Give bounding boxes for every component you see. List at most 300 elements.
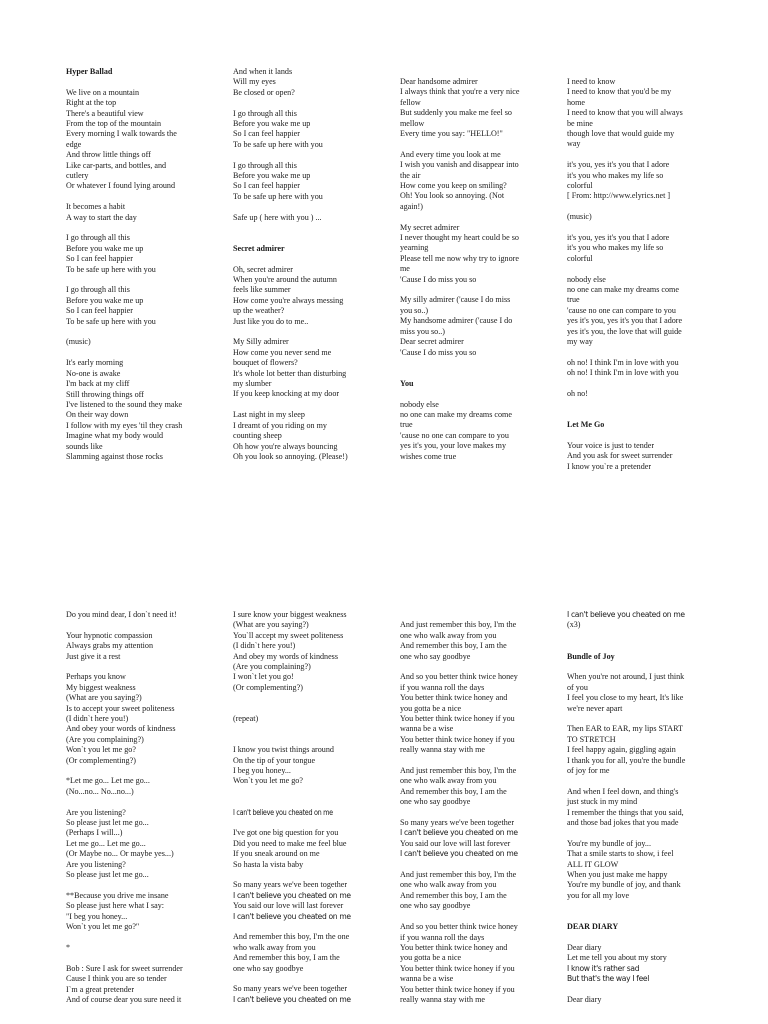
lyric-line: Perhaps you know [66, 672, 126, 682]
lyric-line: though love that would guide my [567, 129, 675, 139]
blank-line [66, 348, 206, 358]
lyric-line: Be closed or open? [233, 87, 295, 97]
lyric-line: counting sheep [233, 431, 282, 441]
lyric-line: it's you who makes my life so [567, 243, 664, 253]
lyric-line: (Are you complaining?) [233, 662, 311, 672]
lyric-line: Won`t you let me go? [233, 776, 303, 786]
lyric-line: I thank you for all, you're the bundle [567, 755, 686, 765]
lyric-line: Please tell me now why try to ignore [400, 253, 519, 263]
blank-line [567, 202, 707, 212]
lyric-line: wishes come true [400, 451, 457, 461]
lyric-line: My secret admirer [400, 222, 460, 232]
lyric-line: To be safe up here with you [233, 139, 323, 149]
blank-line [400, 610, 540, 620]
lyric-line: wanna be a wise [400, 724, 454, 734]
blank-line [66, 953, 206, 963]
lyric-line: feels like summer [233, 285, 291, 295]
blank-line [233, 223, 373, 233]
blank-line [233, 922, 373, 932]
blank-line [567, 662, 707, 672]
song-title: I can't believe you cheated on me [233, 807, 333, 817]
lyric-line: When you're not around, I just think [567, 672, 685, 682]
blank-line [233, 150, 373, 160]
lyric-line: My biggest weakness [66, 682, 136, 692]
lyric-line: And throw little things off [66, 150, 151, 160]
lyric-line: 'Cause I do miss you so [400, 274, 477, 284]
lyric-line: I can't believe you cheated on me [400, 849, 518, 859]
lyric-line: How come you're always messing [233, 295, 344, 305]
lyric-line: It's early morning [66, 358, 124, 368]
lyric-line: And you ask for sweet surrender [567, 451, 673, 461]
lyric-line: Slamming against those rocks [66, 451, 163, 461]
lyric-line: And obey my words of kindness [233, 651, 338, 661]
lyric-line: And so you better think twice honey [400, 922, 518, 932]
blank-line [233, 974, 373, 984]
lyric-line: You`ll accept my sweet politeness [233, 630, 344, 640]
lyric-line: 'cause no one can compare to you [567, 305, 676, 315]
bottom-column-2 [233, 610, 373, 1005]
lyric-line: You better think twice honey and [400, 693, 508, 703]
lyric-line: On the tip of your tongue [233, 755, 316, 765]
lyric-line: (Or Maybe no... Or maybe yes...) [66, 849, 174, 859]
lyric-line: I've got one big question for you [233, 828, 339, 838]
lyric-line: How come you never send me [233, 347, 332, 357]
lyric-line: My handsome admirer ('cause I do [400, 316, 513, 326]
blank-line [66, 77, 206, 87]
lyric-line: That a smile starts to show, i feel [567, 849, 674, 859]
lyric-line: From the top of the mountain [66, 119, 162, 129]
lyric-line: colorful [567, 181, 593, 191]
lyric-line: of joy for me [567, 766, 610, 776]
lyric-line: ALL IT GLOW [567, 859, 619, 869]
lyric-line: [ From: http://www.elyrics.net ] [567, 191, 671, 201]
lyric-line: So I can feel happier [66, 306, 133, 316]
lyric-line: I follow with my eyes 'til they crash [66, 420, 183, 430]
lyric-line: So many years we've been together [233, 984, 348, 994]
lyric-line: (Or complementing?) [66, 755, 136, 765]
blank-line [400, 860, 540, 870]
lyric-line: home [567, 97, 585, 107]
lyric-line: My silly admirer ('cause I do miss [400, 295, 511, 305]
lyric-line: So I can feel happier [233, 129, 300, 139]
lyric-line: * [66, 942, 71, 952]
lyric-line: I can't believe you cheated on me [233, 890, 351, 900]
lyric-line: No-one is awake [66, 368, 121, 378]
lyric-line: You better think twice honey if you [400, 963, 515, 973]
lyric-line: no one can make my dreams come [400, 409, 512, 419]
lyric-line: I wish you vanish and disappear into [400, 160, 519, 170]
lyric-line: Always grabs my attention [66, 641, 153, 651]
lyric-line: oh no! [567, 389, 588, 399]
blank-line [567, 932, 707, 942]
lyric-line: Or whatever I found lying around [66, 181, 176, 191]
lyric-line: I go through all this [233, 160, 297, 170]
lyric-line: And when it lands [233, 67, 293, 76]
lyric-line: Won`t you let me go?" [66, 922, 140, 932]
lyric-line: I've listened to the sound they make [66, 399, 183, 409]
lyric-line: And obey your words of kindness [66, 724, 176, 734]
lyric-line: Before you wake me up [66, 295, 144, 305]
lyric-line: And of course dear you sure need it [66, 994, 182, 1004]
lyric-line: I remember the things that you said, [567, 807, 684, 817]
lyric-line: I`m a great pretender [66, 984, 135, 994]
lyric-line: You're my bundle of joy, and thank [567, 880, 681, 890]
blank-line [567, 631, 707, 641]
lyric-line: I can't believe you cheated on me [400, 828, 518, 838]
lyric-line: (music) [567, 212, 592, 222]
lyric-line: miss you so..) [400, 326, 445, 336]
lyric-line: Let me go... Let me go... [66, 838, 146, 848]
top-column-3 [400, 77, 540, 462]
lyric-line: But suddenly you make me feel so [400, 108, 512, 118]
blank-line [567, 400, 707, 410]
lyric-line: and those bad jokes that you made [567, 818, 679, 828]
blank-line [567, 150, 707, 160]
blank-line [66, 192, 206, 202]
lyric-line: If you keep knocking at my door [233, 389, 340, 399]
song-title: Secret admirer [233, 243, 285, 253]
lyric-line: Before you wake me up [66, 243, 144, 253]
blank-line [567, 223, 707, 233]
lyric-line: Cause I think you are so tender [66, 974, 167, 984]
lyric-line: Still throwing things off [66, 389, 144, 399]
lyric-line: And remember this boy, I am the [400, 641, 507, 651]
lyric-line: again!) [400, 201, 423, 211]
blank-line [567, 901, 707, 911]
lyric-line: no one can make my dreams come [567, 285, 679, 295]
lyric-line: really wanna stay with me [400, 994, 485, 1004]
lyric-line: (No...no... No...no...) [66, 786, 134, 796]
top-column-4 [567, 77, 707, 472]
lyric-line: Oh! You look so annoying. (Not [400, 191, 505, 201]
lyric-line: bouquet of flowers? [233, 358, 298, 368]
lyric-line: Did you need to make me feel blue [233, 838, 347, 848]
blank-line [567, 912, 707, 922]
bottom-column-1 [66, 610, 206, 1005]
lyric-line: Dear diary [567, 994, 602, 1004]
lyric-line: me [400, 264, 410, 274]
lyric-line: Are you listening? [66, 859, 126, 869]
top-column-1 [66, 67, 206, 462]
song-title: Let Me Go [567, 420, 605, 430]
lyric-line: you gotta be a nice [400, 703, 462, 713]
lyric-line: Safe up ( here with you ) ... [233, 212, 322, 222]
lyric-line: Then EAR to EAR, my lips START [567, 724, 683, 734]
lyric-line: I go through all this [66, 233, 130, 243]
lyric-line: You better think twice honey and [400, 942, 508, 952]
lyric-line: I go through all this [233, 108, 297, 118]
lyric-line: Like car-parts, and bottles, and [66, 160, 167, 170]
lyric-line: (Perhaps I will...) [66, 828, 123, 838]
song-title: Hyper Ballad [66, 67, 113, 76]
lyric-line: of you [567, 682, 588, 692]
lyric-line: (I didn`t here you!) [233, 641, 296, 651]
lyric-line: true [567, 295, 580, 305]
lyric-line: oh no! I think I'm in love with you [567, 357, 679, 367]
bottom-column-3 [400, 610, 540, 1005]
blank-line [400, 368, 540, 378]
lyric-line: Right at the top [66, 98, 117, 108]
lyric-line: one who walk away from you [400, 630, 497, 640]
lyric-line: cutlery [66, 171, 89, 181]
blank-line [233, 870, 373, 880]
lyric-line: one who walk away from you [400, 880, 497, 890]
lyric-line: we're never apart [567, 703, 623, 713]
lyric-line: Let me tell you about my story [567, 953, 667, 963]
lyric-line: I know you twist things around [233, 745, 334, 755]
lyric-line: one who say goodbye [233, 963, 304, 973]
blank-line [66, 223, 206, 233]
blank-line [567, 714, 707, 724]
bottom-column-4 [567, 610, 707, 1005]
lyric-line: So please just let me go... [66, 870, 149, 880]
lyric-line: nobody else [400, 399, 439, 409]
lyric-line: When you just make me happy [567, 870, 668, 880]
lyric-line: (What are you saying?) [233, 620, 309, 630]
blank-line [66, 327, 206, 337]
lyric-line: oh no! I think I'm in love with you [567, 368, 679, 378]
lyric-line: Is to accept your sweet politeness [66, 703, 175, 713]
lyric-line: It becomes a habit [66, 202, 126, 212]
lyric-line: On their way down [66, 410, 129, 420]
lyric-line: edge [66, 139, 82, 149]
lyric-line: You better think twice honey if you [400, 714, 515, 724]
blank-line [233, 735, 373, 745]
lyric-line: it's you who makes my life so [567, 170, 664, 180]
lyric-line: my slumber [233, 379, 272, 389]
blank-line [567, 984, 707, 994]
lyric-line: **Because you drive me insane [66, 890, 169, 900]
lyric-line: true [400, 420, 413, 430]
lyric-line: I feel you close to my heart, It's like [567, 693, 684, 703]
lyric-line: But that's the way I feel [567, 974, 649, 984]
lyric-line: And every time you look at me [400, 149, 501, 159]
lyric-line: Dear secret admirer [400, 337, 464, 347]
lyric-line: sounds like [66, 441, 103, 451]
lyric-line: who walk away from you [233, 942, 316, 952]
lyric-line: be mine [567, 118, 593, 128]
lyric-line: if you wanna roll the days [400, 682, 485, 692]
lyric-line: just stuck in my mind [567, 797, 638, 807]
lyric-line: Before you wake me up [233, 119, 311, 129]
lyric-line: "I beg you honey... [66, 911, 128, 921]
blank-line [567, 641, 707, 651]
lyric-line: To be safe up here with you [66, 316, 156, 326]
lyric-line: And remember this boy, I am the [400, 786, 507, 796]
lyric-line: My Silly admirer [233, 337, 289, 347]
lyric-line: So many years we've been together [400, 818, 515, 828]
lyric-line: You're my bundle of joy... [567, 838, 651, 848]
lyric-line: you so..) [400, 305, 429, 315]
lyric-line: if you wanna roll the days [400, 932, 485, 942]
lyric-line: It's whole lot better than disturbing [233, 368, 347, 378]
lyric-line: 'cause no one can compare to you [400, 430, 509, 440]
lyric-line: I can't believe you cheated on me [233, 911, 351, 921]
lyric-line: You better think twice honey if you [400, 734, 515, 744]
lyric-line: And so you better think twice honey [400, 672, 518, 682]
lyric-line: up the weather? [233, 306, 285, 316]
lyric-line: So hasta la vista baby [233, 859, 304, 869]
song-title: DEAR DIARY [567, 922, 619, 932]
lyric-line: If you sneak around on me [233, 849, 320, 859]
lyric-line: you gotta be a nice [400, 953, 462, 963]
lyric-line: yes it's you, your love makes my [400, 441, 506, 451]
lyric-line: Your hypnotic compassion [66, 630, 153, 640]
lyric-line: When you're around the autumn [233, 275, 337, 285]
lyric-line: (x3) [567, 620, 581, 630]
blank-line [567, 828, 707, 838]
lyric-line: Won`t you let me go? [66, 745, 136, 755]
lyric-line: A way to start the day [66, 212, 137, 222]
lyric-line: (music) [66, 337, 91, 347]
lyric-line: So please just here what I say: [66, 901, 164, 911]
blank-line [400, 358, 540, 368]
lyric-line: Every time you say: "HELLO!" [400, 129, 503, 139]
blank-line [567, 431, 707, 441]
lyric-line: the air [400, 170, 421, 180]
blank-line [233, 724, 373, 734]
lyric-line: I go through all this [66, 285, 130, 295]
blank-line [233, 787, 373, 797]
lyric-line: I never thought my heart could be so [400, 233, 519, 243]
blank-line [233, 693, 373, 703]
blank-line [400, 389, 540, 399]
lyric-line: Every morning I walk towards the [66, 129, 177, 139]
lyric-line: one who say goodbye [400, 797, 471, 807]
lyric-line: (Or complementing?) [233, 682, 303, 692]
blank-line [567, 264, 707, 274]
lyric-line: There's a beautiful view [66, 108, 144, 118]
lyric-line: Last night in my sleep [233, 410, 305, 420]
lyric-line: *Let me go... Let me go... [66, 776, 150, 786]
blank-line [233, 254, 373, 264]
lyric-line: Dear diary [567, 942, 602, 952]
blank-line [66, 620, 206, 630]
lyric-line: And just remember this boy, I'm the [400, 870, 517, 880]
blank-line [567, 410, 707, 420]
lyric-line: I need to know that you'd be my [567, 87, 672, 97]
blank-line [66, 275, 206, 285]
lyric-line: I need to know [567, 77, 616, 86]
lyric-line: Dear handsome admirer [400, 77, 478, 86]
lyric-line: yearning [400, 243, 429, 253]
blank-line [400, 756, 540, 766]
lyric-line: mellow [400, 118, 425, 128]
blank-line [567, 348, 707, 358]
lyric-line: (repeat) [233, 714, 259, 724]
blank-line [66, 662, 206, 672]
lyric-line: (Are you complaining?) [66, 734, 144, 744]
lyric-line: I won`t let you go! [233, 672, 294, 682]
lyric-line: 'Cause I do miss you so [400, 347, 477, 357]
lyric-line: nobody else [567, 274, 606, 284]
lyric-line: Before you wake me up [233, 171, 311, 181]
blank-line [233, 797, 373, 807]
blank-line [400, 139, 540, 149]
lyric-line: I dreamt of you riding on my [233, 420, 327, 430]
lyric-line: And when I feel down, and thing's [567, 786, 679, 796]
lyric-line: Bob : Sure I ask for sweet surrender [66, 963, 183, 973]
lyric-line: I need to know that you will always [567, 108, 683, 118]
lyric-line: yes it's you, the love that will guide [567, 326, 682, 336]
lyric-line: We live on a mountain [66, 87, 140, 97]
lyric-line: I can't believe you cheated on me [233, 994, 351, 1004]
lyric-line: So I can feel happier [233, 181, 300, 191]
lyric-line: I beg you honey... [233, 766, 291, 776]
blank-line [400, 285, 540, 295]
lyric-line: my way [567, 337, 593, 347]
blank-line [400, 662, 540, 672]
lyric-line: So I can feel happier [66, 254, 133, 264]
lyric-line: it's you, yes it's you that I adore [567, 160, 670, 170]
lyric-line: So many years we've been together [233, 880, 348, 890]
top-column-2 [233, 67, 373, 462]
blank-line [66, 797, 206, 807]
lyric-line: You better think twice honey if you [400, 984, 515, 994]
lyric-line: Oh how you're always bouncing [233, 441, 338, 451]
lyric-line: To be safe up here with you [66, 264, 156, 274]
blank-line [233, 818, 373, 828]
lyric-line: way [567, 139, 581, 149]
blank-line [233, 704, 373, 714]
blank-line [233, 400, 373, 410]
lyric-line: one who say goodbye [400, 651, 471, 661]
lyric-line: Are you listening? [66, 807, 126, 817]
lyric-line: TO STRETCH [567, 734, 616, 744]
lyric-line: And just remember this boy, I'm the [400, 766, 517, 776]
blank-line [400, 912, 540, 922]
lyric-line: Do you mind dear, I don`t need it! [66, 610, 177, 619]
blank-line [66, 766, 206, 776]
blank-line [233, 327, 373, 337]
lyric-line: I feel happy again, giggling again [567, 745, 676, 755]
lyric-line: one who walk away from you [400, 776, 497, 786]
lyric-line: You said our love will last forever [233, 901, 344, 911]
lyric-line: I always think that you're a very nice [400, 87, 520, 97]
lyric-line: yes it's you, yes it's you that I adore [567, 316, 683, 326]
blank-line [567, 776, 707, 786]
lyric-line: fellow [400, 97, 421, 107]
blank-line [400, 212, 540, 222]
blank-line [400, 808, 540, 818]
song-title: Bundle of Joy [567, 651, 615, 661]
lyric-line: And just remember this boy, I'm the [400, 620, 517, 630]
lyric-line: I sure know your biggest weakness [233, 610, 347, 619]
lyric-line: Oh, secret admirer [233, 264, 293, 274]
lyric-line: Your voice is just to tender [567, 441, 655, 451]
lyric-line: colorful [567, 253, 593, 263]
lyric-line: one who say goodbye [400, 901, 471, 911]
lyric-line: Imagine what my body would [66, 431, 164, 441]
lyric-line: Will my eyes [233, 77, 276, 87]
lyric-line: Just like you do to me.. [233, 316, 309, 326]
lyric-line: And remember this boy, I'm the one [233, 932, 350, 942]
blank-line [567, 379, 707, 389]
lyric-line: I know it's rather sad [567, 963, 640, 973]
lyric-line: I can't believe you cheated on me [567, 610, 685, 619]
lyric-line: And remember this boy, I am the [400, 890, 507, 900]
blank-line [233, 233, 373, 243]
lyric-line: I know you`re a pretender [567, 461, 652, 471]
lyric-line: Oh you look so annoying. (Please!) [233, 451, 348, 461]
lyric-line: you for all my love [567, 890, 630, 900]
lyric-line: it's you, yes it's you that I adore [567, 233, 670, 243]
lyric-line: And remember this boy, I am the [233, 953, 340, 963]
lyric-line: Just give it a rest [66, 651, 121, 661]
lyric-line: I'm back at my cliff [66, 379, 130, 389]
blank-line [66, 881, 206, 891]
lyric-line: So please just let me go... [66, 818, 149, 828]
